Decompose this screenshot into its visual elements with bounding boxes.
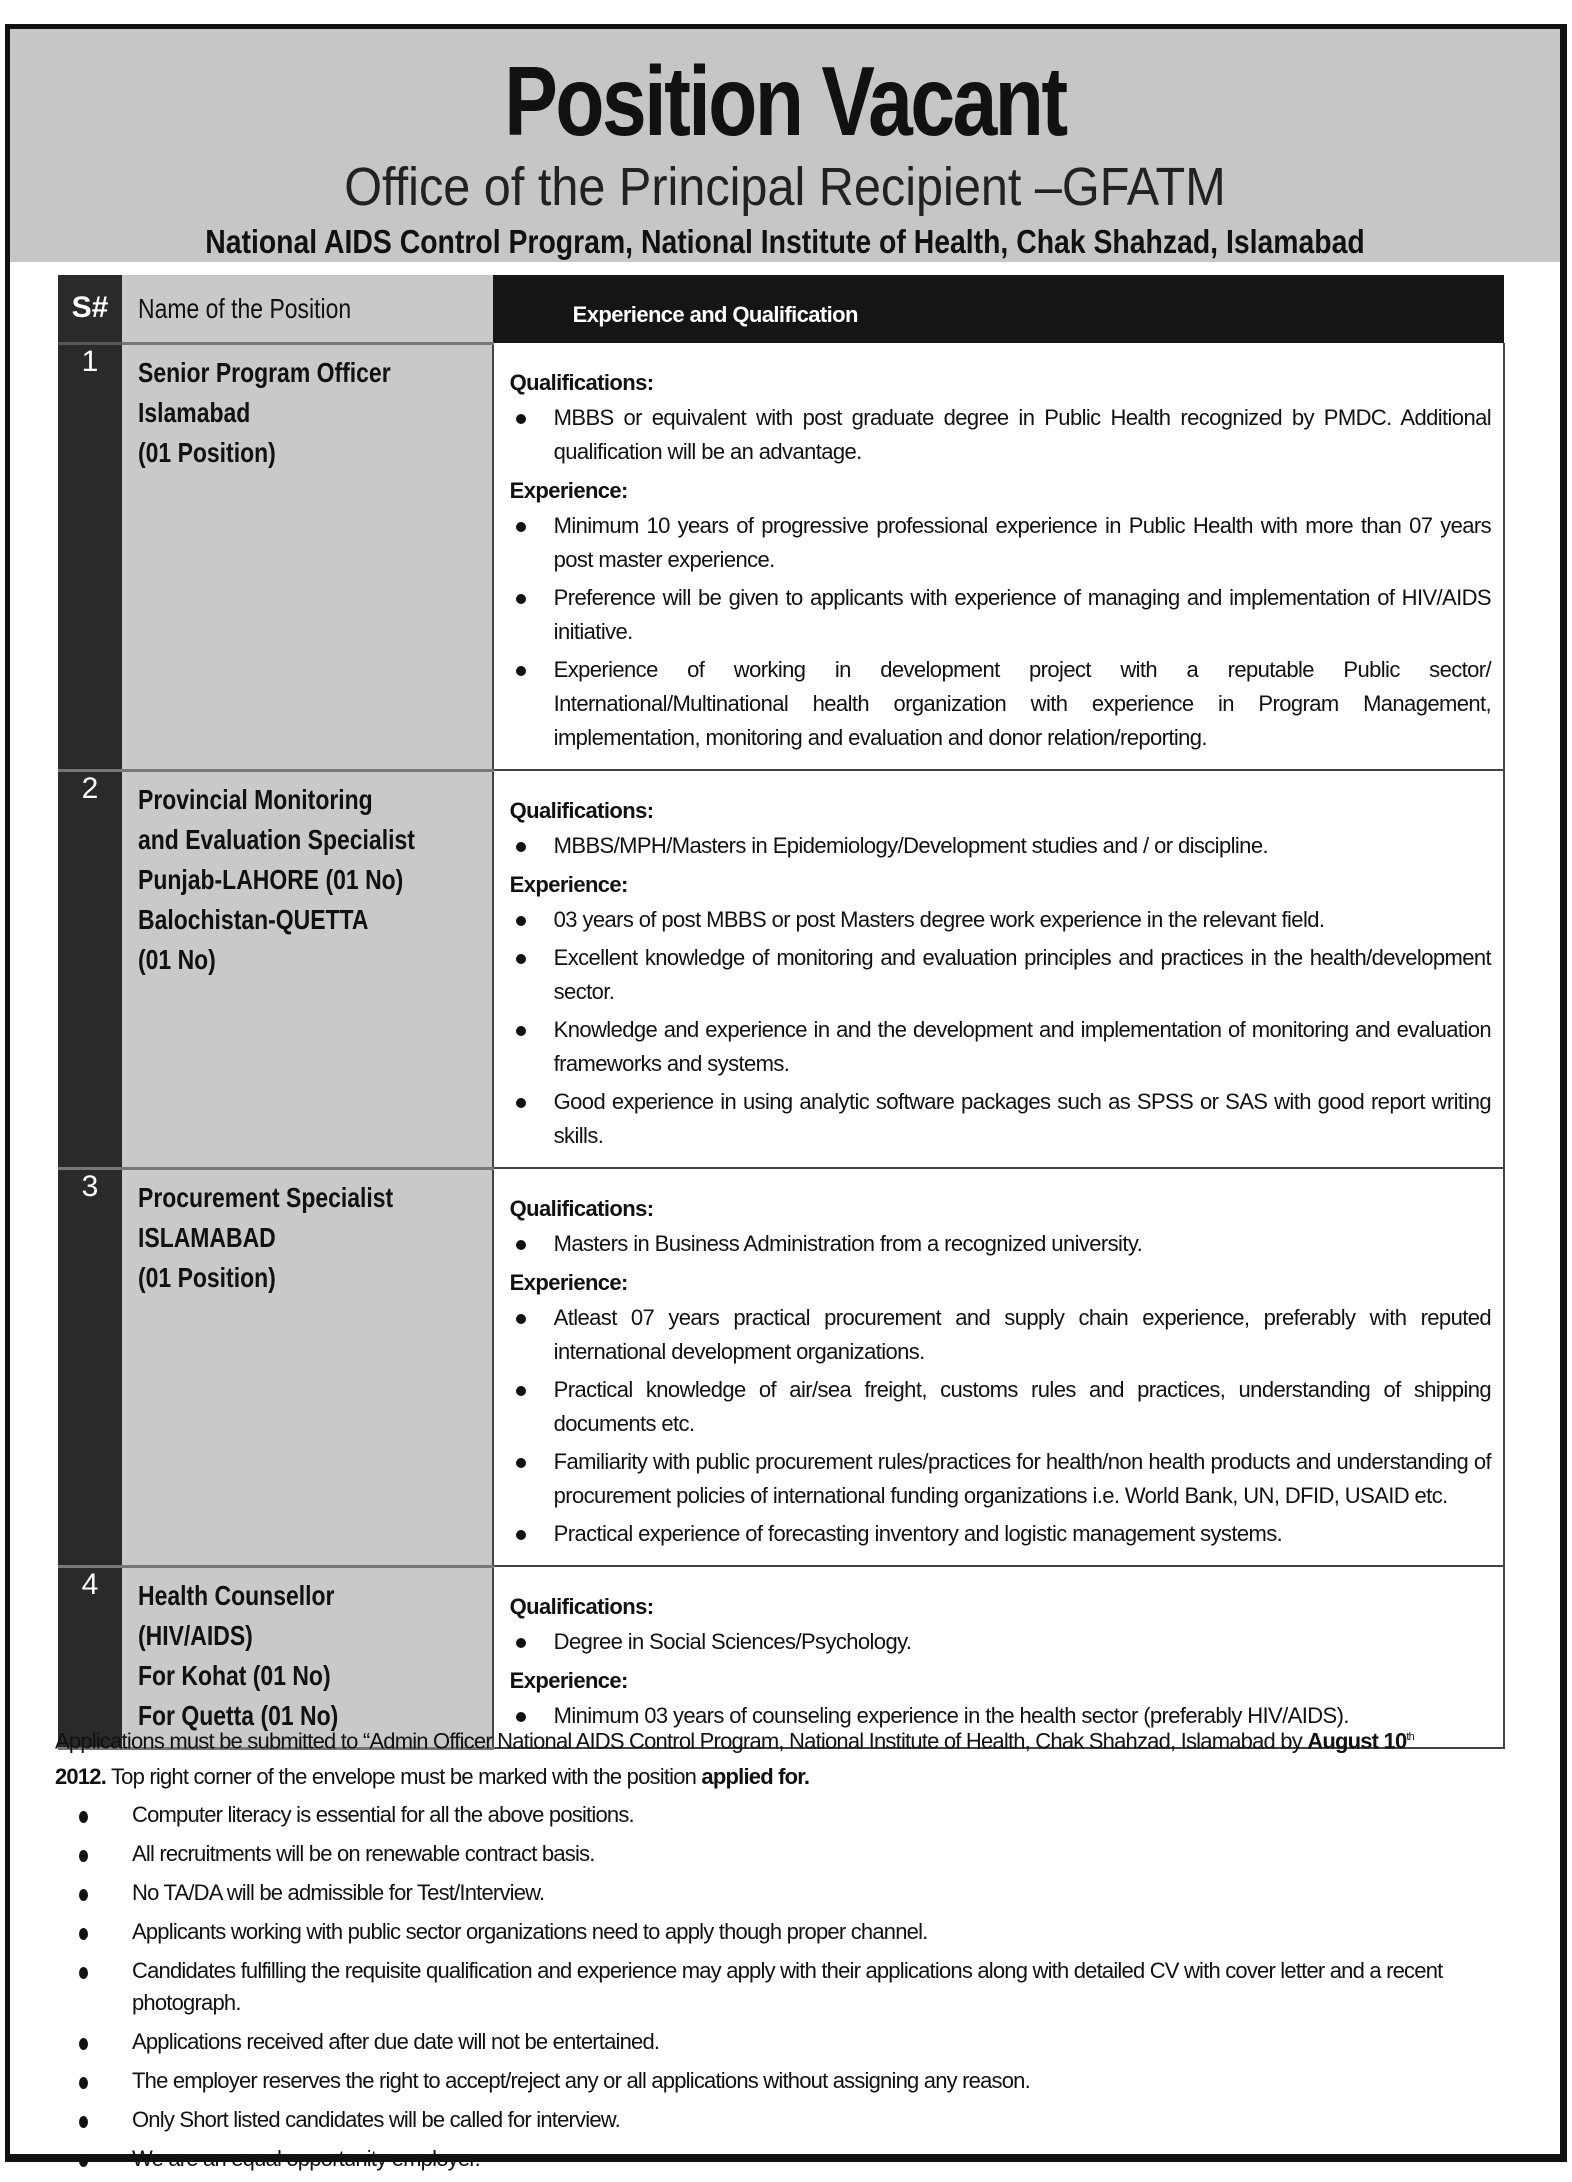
note-item: Only Short listed candidates will be called for interview. [55,2104,1510,2136]
table-row [58,1168,1504,1566]
qualification-item: MBBS/MPH/Masters in Epidemiology/Development studies and / or discipline. [510,829,1491,863]
experience-label: Experience: [509,872,628,897]
qualifications-label: Qualifications: [509,1594,654,1619]
experience-item: Preference will be given to applicants with experience of managing and implementation of HIV/AIDS initiative. [510,581,1491,649]
col-name [122,275,493,343]
qualifications-label: Qualifications: [509,1196,654,1221]
intro-text: Applications must be submitted to “Admin Officer National AIDS Control Program, National Institute of Health, Chak Shahzad, Islamabad by [55,1728,1308,1754]
row-number: 4 [58,1566,122,1748]
col-sn: S# [58,275,122,343]
position-name-line: Senior Program Officer [138,356,391,388]
experience-item: Familiarity with public procurement rules/practices for health/non health products and understanding of procurement policies of international funding organizations i.e. World Bank, UN, DFID, USAID etc. [510,1445,1491,1513]
qualification-item: Degree in Social Sciences/Psychology. [510,1625,1491,1659]
note-item: We are an equal opportunity employer. [55,2143,1510,2175]
experience-item: 03 years of post MBBS or post Masters degree work experience in the relevant field. [510,903,1491,937]
position-name-line: ISLAMABAD [138,1221,276,1253]
experience-item: Atleast 07 years practical procurement and supply chain experience, preferably with reputed international development organizations. [510,1301,1491,1369]
organization: National AIDS Control Program, National Institute of Health, Chak Shahzad, Islamabad [205,223,1365,260]
experience-item: Minimum 03 years of counseling experience in the health sector (preferably HIV/AIDS). [510,1699,1491,1733]
note-item: Applicants working with public sector organizations need to apply though proper channel. [55,1916,1510,1948]
page-title: Position Vacant [504,46,1066,156]
experience-item: Minimum 10 years of progressive professional experience in Public Health with more than 07 years post master experience. [510,509,1491,577]
note-item: All recruitments will be on renewable contract basis. [55,1838,1510,1870]
intro-text-2: Top right corner of the envelope must be marked with the position [106,1764,702,1790]
experience-label: Experience: [509,1668,628,1693]
position-name-line: (01 Position) [138,436,276,468]
deadline: August 10 [1307,1728,1407,1754]
experience-qualification [493,1168,1504,1566]
qualifications-label: Qualifications: [509,370,654,395]
advertisement-frame [5,24,1567,2172]
experience-item: Good experience in using analytic software packages such as SPSS or SAS with good report writing skills. [510,1085,1491,1153]
position-name [122,770,493,1168]
position-name [122,1168,493,1566]
position-name-line: (01 Position) [138,1261,276,1293]
row-number: 1 [58,343,122,770]
notes-list [55,1799,1510,2175]
note-item: Applications received after due date will not be entertained. [55,2026,1510,2058]
table-header [58,275,1504,343]
position-name-line: and Evaluation Specialist [138,823,415,855]
applied-for: applied for. [701,1764,810,1790]
positions-table [58,275,1505,1750]
experience-qualification [493,770,1504,1168]
subtitle: Office of the Principal Recipient –GFATM [344,157,1226,217]
experience-qualification [493,343,1504,770]
row-number: 2 [58,770,122,1168]
experience-item: Practical experience of forecasting inventory and logistic management systems. [510,1517,1491,1551]
qualification-item: Masters in Business Administration from a recognized university. [510,1227,1491,1261]
experience-item: Experience of working in development project with a reputable Public sector/ International/Multinational health organization with experience in Program Management, implementation, monitoring and evaluation and donor relation/reporting. [510,653,1491,755]
deadline-sup: th [1406,1731,1414,1743]
position-name-line: Health Counsellor [138,1579,335,1611]
submission-instructions [55,1719,1510,1795]
col-experience: Experience and Qualification [493,275,1504,343]
note-item: Computer literacy is essential for all the above positions. [55,1799,1510,1831]
deadline-year: 2012. [55,1764,107,1790]
position-name-line: Islamabad [138,396,251,428]
position-name-line: Procurement Specialist [138,1181,394,1213]
qualification-item: MBBS or equivalent with post graduate degree in Public Health recognized by PMDC. Additional qualification will be an advantage. [510,401,1491,469]
col-name-label: Name of the Position [138,293,352,325]
header-banner [10,29,1560,262]
experience-label: Experience: [509,1270,628,1295]
position-name [122,343,493,770]
experience-item: Practical knowledge of air/sea freight, customs rules and practices, understanding of shipping documents etc. [510,1373,1491,1441]
qualifications-label: Qualifications: [509,798,654,823]
position-name-line: For Quetta (01 No) [138,1699,339,1731]
position-name-line: For Kohat (01 No) [138,1659,331,1691]
position-name-line: Provincial Monitoring [138,783,373,815]
row-number: 3 [58,1168,122,1566]
position-name-line: Punjab-LAHORE (01 No) [138,863,404,895]
position-name-line: (HIV/AIDS) [138,1619,253,1651]
experience-item: Knowledge and experience in and the development and implementation of monitoring and evaluation frameworks and systems. [510,1013,1491,1081]
position-name-line: (01 No) [138,943,216,975]
table-row [58,343,1504,770]
note-item: The employer reserves the right to accept/reject any or all applications without assigning any reason. [55,2065,1510,2097]
experience-label: Experience: [509,478,628,503]
table-row [58,770,1504,1168]
note-item: Candidates fulfilling the requisite qualification and experience may apply with their applications along with detailed CV with cover letter and a recent photograph. [55,1955,1510,2019]
note-item: No TA/DA will be admissible for Test/Interview. [55,1877,1510,1909]
experience-item: Excellent knowledge of monitoring and evaluation principles and practices in the health/development sector. [510,941,1491,1009]
position-name-line: Balochistan-QUETTA [138,903,369,935]
application-notes [55,1719,1510,2182]
